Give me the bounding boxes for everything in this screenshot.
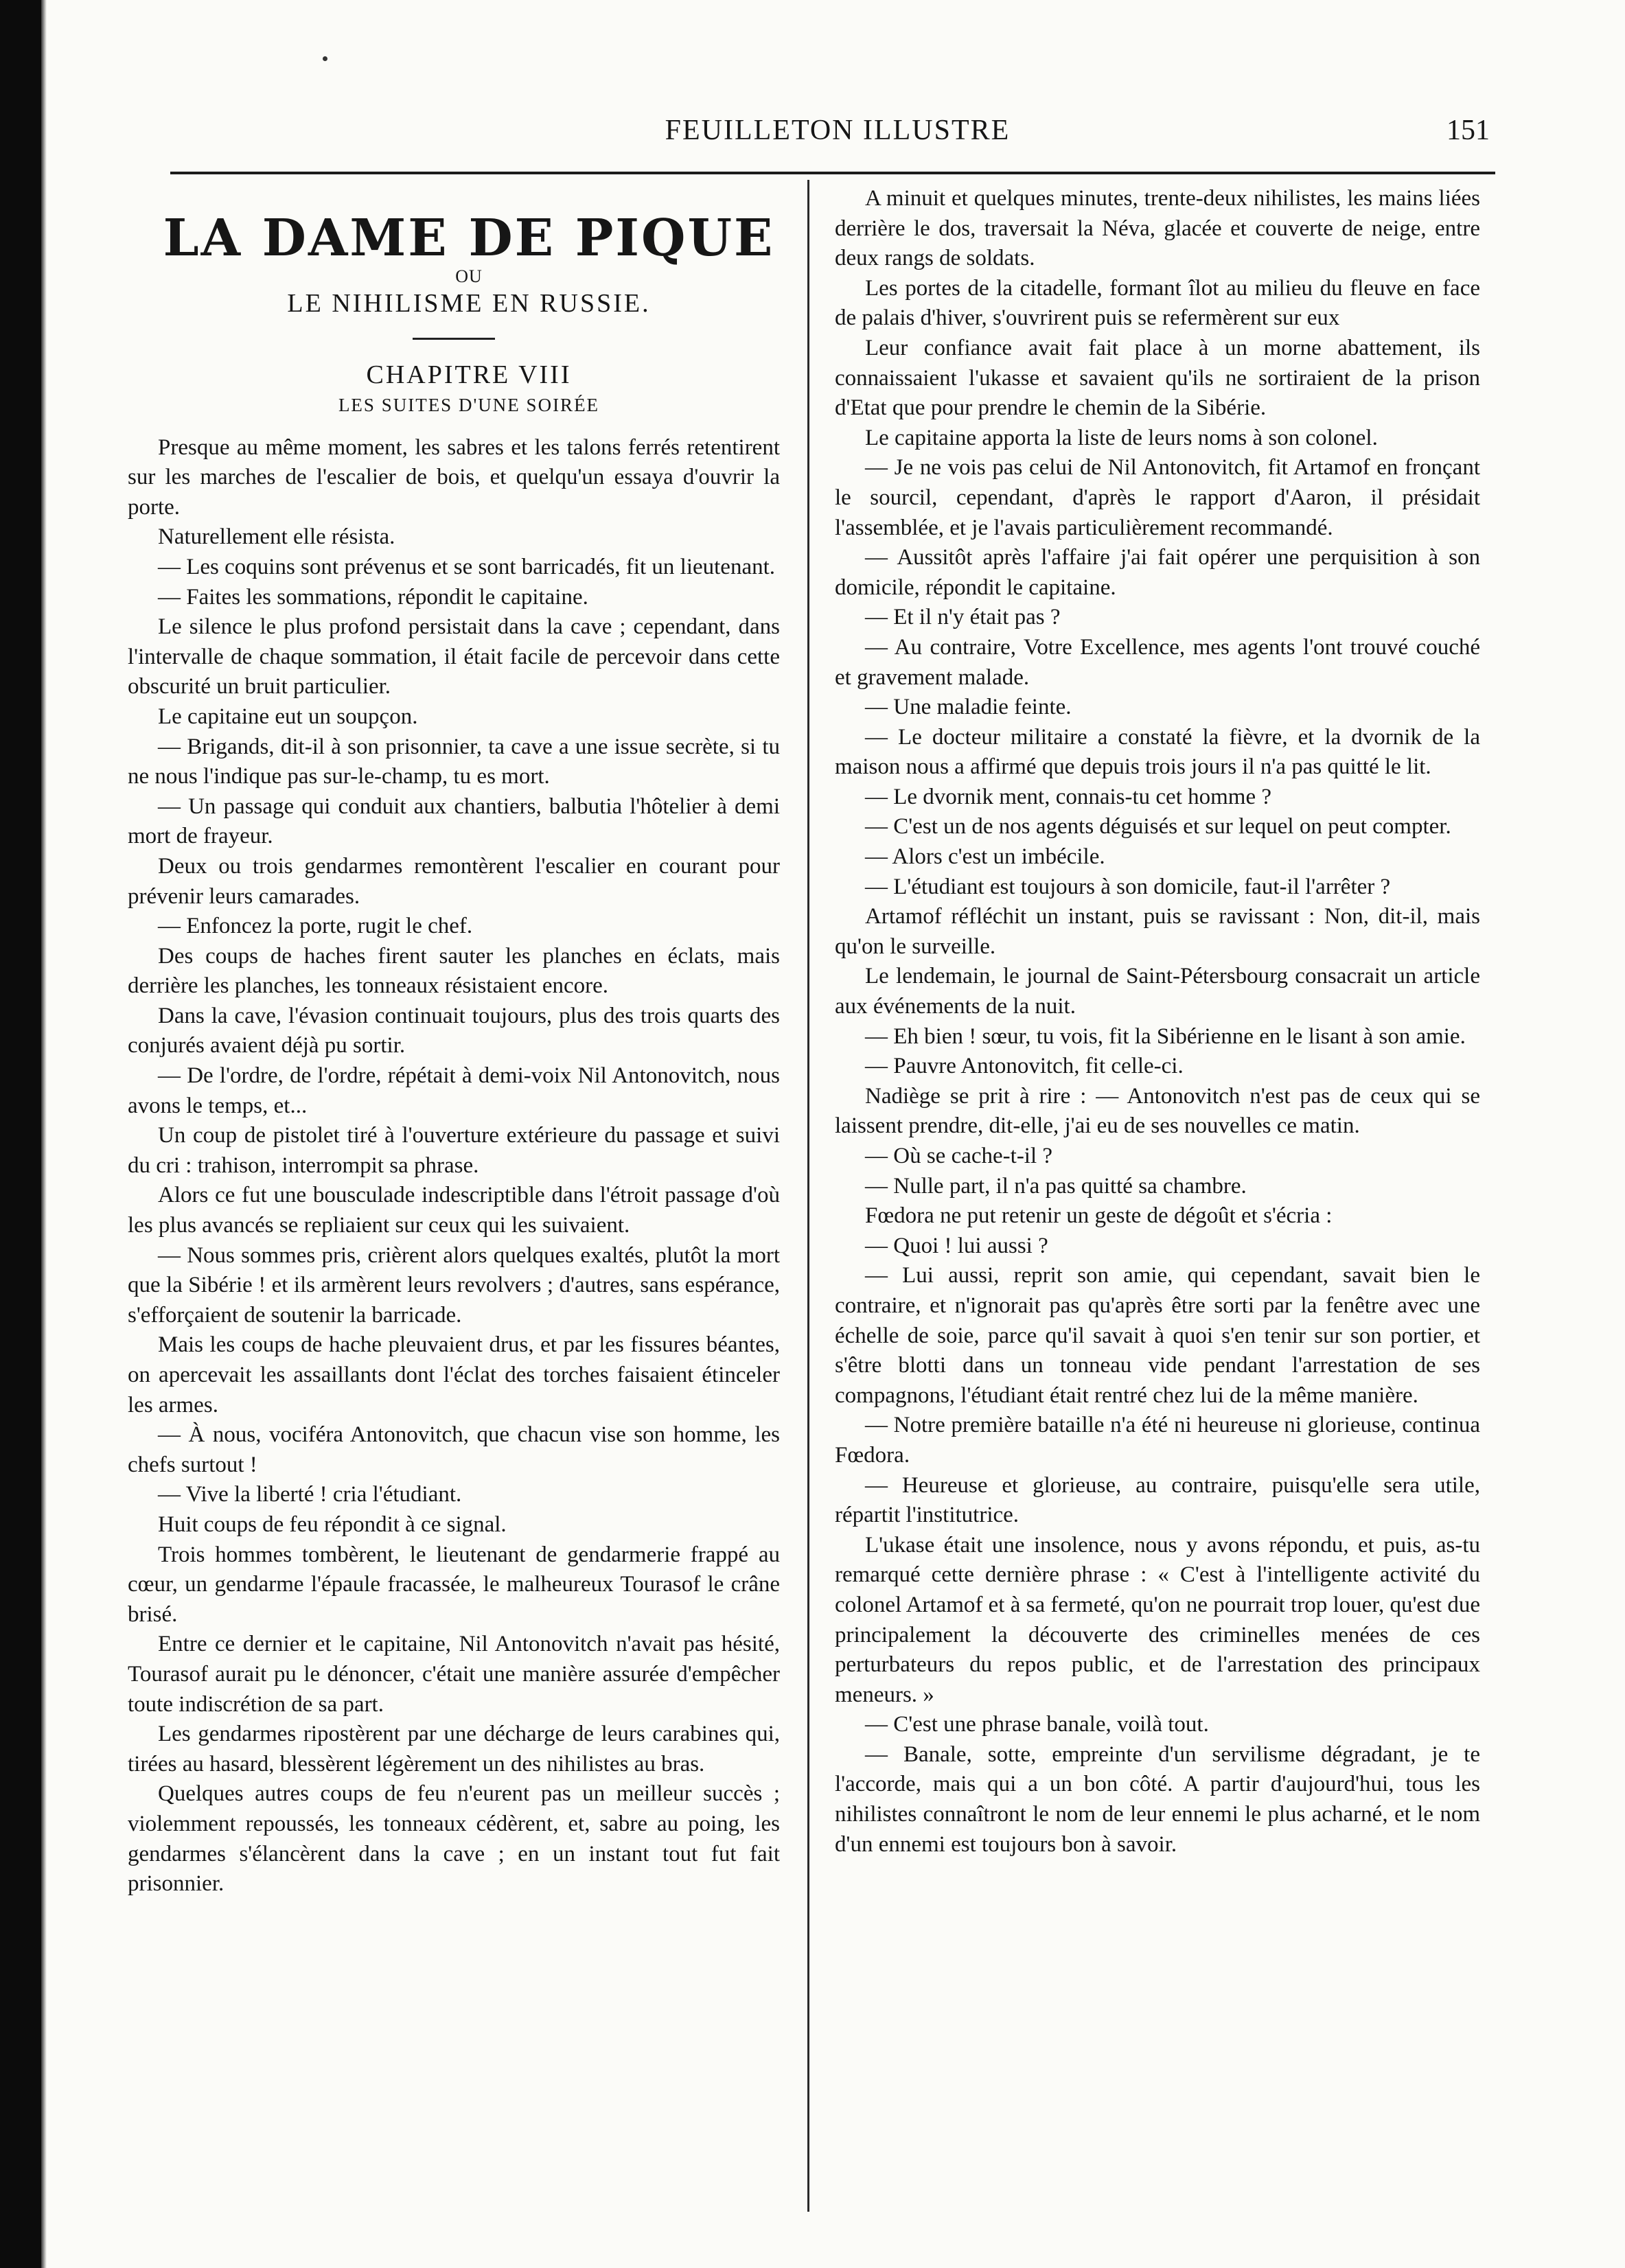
paragraph: Le silence le plus profond persistait dans la cave ; cependant, dans l'intervalle de chaque sommation, il était facile de percevoir dans cette obscurité un bruit particulier. <box>128 614 780 699</box>
paragraph: — Aussitôt après l'affaire j'ai fait opérer une perquisition à son domicile, répondit le capitaine. <box>835 545 1480 600</box>
paragraph: Presque au même moment, les sabres et les talons ferrés retentirent sur les marches de l'escalier de bois, et quelqu'un essaya d'ouvrir la porte. <box>128 435 780 520</box>
paragraph: — Au contraire, Votre Excellence, mes agents l'ont trouvé couché et gravement malade. <box>835 634 1480 690</box>
paragraph: A minuit et quelques minutes, trente-deux nihilistes, les mains liées derrière le dos, traversait la Néva, glacée et couverte de neige, entre deux rangs de soldats. <box>835 186 1480 271</box>
paragraph: Fœdora ne put retenir un geste de dégoût et s'écria : <box>865 1203 1333 1229</box>
paragraph: — Les coquins sont prévenus et se sont barricadés, fit un lieutenant. <box>158 554 776 579</box>
paragraph: Entre ce dernier et le capitaine, Nil Antonovitch n'avait pas hésité, Tourasof aurait pu le dénoncer, c'était une manière assurée d'empêcher toute indiscrétion de sa part. <box>128 1632 780 1717</box>
title-rule <box>413 338 495 340</box>
paragraph: — Le docteur militaire a constaté la fièvre, et la dvornik de la maison nous a affirmé que depuis trois jours il n'a pas quitté le lit. <box>835 724 1480 780</box>
paragraph: — Brigands, dit-il à son prisonnier, ta cave a une issue secrète, si tu ne nous l'indique pas sur-le-champ, tu es mort. <box>128 734 780 789</box>
header-rule <box>170 172 1495 174</box>
left-column-body <box>128 433 780 1899</box>
paragraph: Naturellement elle résista. <box>158 524 395 550</box>
paragraph: — C'est un de nos agents déguisés et sur lequel on peut compter. <box>865 814 1451 840</box>
paragraph: Le capitaine eut un soupçon. <box>158 704 418 729</box>
column-divider <box>807 180 809 2212</box>
paragraph: — De l'ordre, de l'ordre, répétait à demi-voix Nil Antonovitch, nous avons le temps, et... <box>128 1063 780 1118</box>
page-header <box>185 108 1490 157</box>
paragraph: — Un passage qui conduit aux chantiers, balbutia l'hôtelier à demi mort de frayeur. <box>128 794 780 849</box>
paragraph: — Je ne vois pas celui de Nil Antonovitch, fit Artamof en fronçant le sourcil, cependant, d'après le rapport d'Aaron, il présidait l'assemblée, et je l'avais particulièrement recommandé. <box>835 455 1480 540</box>
paragraph: — Faites les sommations, répondit le capitaine. <box>158 584 588 610</box>
paragraph: — À nous, vociféra Antonovitch, que chacun vise son homme, les chefs surtout ! <box>128 1422 780 1477</box>
paragraph: — Enfoncez la porte, rugit le chef. <box>158 914 473 939</box>
paragraph: — Le dvornik ment, connais-tu cet homme ? <box>865 784 1272 809</box>
paragraph: — Nous sommes pris, crièrent alors quelques exaltés, plutôt la mort que la Sibérie ! et ils armèrent leurs revolvers ; d'autres, sans espérance, s'efforçaient de soutenir la barricade. <box>128 1242 780 1328</box>
paragraph: — Banale, sotte, empreinte d'un servilisme dégradant, je te l'accorde, mais qui a un bon côté. A partir d'aujourd'hui, tous les nihilistes connaîtront le nom de leur ennemi le plus acharné, et le nom d'un ennemi est toujours bon à savoir. <box>835 1741 1480 1857</box>
paragraph: Dans la cave, l'évasion continuait toujours, plus des trois quarts des conjurés avaient déjà pu sortir. <box>128 1003 780 1058</box>
paragraph: Deux ou trois gendarmes remontèrent l'escalier en courant pour prévenir leurs camarades. <box>128 853 780 909</box>
paragraph: — Vive la liberté ! cria l'étudiant. <box>158 1482 462 1507</box>
paragraph: — Nulle part, il n'a pas quitté sa chambre. <box>865 1173 1247 1199</box>
paragraph: Huit coups de feu répondit à ce signal. <box>158 1512 507 1537</box>
paragraph: Un coup de pistolet tiré à l'ouverture extérieure du passage et suivi du cri : trahison, interrompit sa phrase. <box>128 1123 780 1178</box>
right-column-body <box>835 184 1480 1860</box>
right-column <box>835 184 1480 1860</box>
paragraph: — Lui aussi, reprit son amie, qui cependant, savait bien le contraire, et n'ignorait pas qu'après être sorti par la fenêtre avec une échelle de soie, parce qu'il savait à quoi s'en tenir sur son portier, et s'être blotti dans un tonneau vide pendant l'arrestation de ses compagnons, l'étudiant était rentré chez lui de la même manière. <box>835 1263 1480 1408</box>
ink-speck <box>323 56 327 61</box>
paragraph: — Heureuse et glorieuse, au contraire, puisqu'elle sera utile, répartit l'institutrice. <box>835 1472 1480 1528</box>
paragraph: — Eh bien ! sœur, tu vois, fit la Sibérienne en le lisant à son amie. <box>865 1023 1466 1049</box>
paragraph: Mais les coups de hache pleuvaient drus, et par les fissures béantes, on apercevait les assaillants dont l'éclat des torches faisaient étinceler les armes. <box>128 1332 780 1418</box>
running-title: FEUILLETON ILLUSTRE <box>665 115 1011 146</box>
chapter-subtitle: LES SUITES D'UNE SOIRÉE <box>338 395 600 415</box>
article-title: LA DAME DE PIQUE <box>163 209 775 268</box>
paragraph: — Quoi ! lui aussi ? <box>865 1233 1048 1258</box>
paragraph: L'ukase était une insolence, nous y avons répondu, et puis, as-tu remarqué cette dernière phrase : « C'est à l'intelligente activité du colonel Artamof et à sa fermeté, qu'on ne pourrait trop louer, qu'est due principalement la découverte des criminelles menées de ces perturbateurs du repos public, et de l'arrestation des principaux meneurs. » <box>835 1532 1480 1707</box>
chapter-heading: CHAPITRE VIII <box>366 360 572 389</box>
paragraph: Leur confiance avait fait place à un morne abattement, ils connaissaient l'ukasse et savaient qu'ils ne sortiraient de la prison d'Etat que pour prendre le chemin de la Sibérie. <box>835 335 1480 421</box>
paragraph: Quelques autres coups de feu n'eurent pas un meilleur succès ; violemment repoussés, les tonneaux cédèrent, et, sabre au poing, les gendarmes s'élancèrent dans la cave ; en un instant tout fut fait prisonnier. <box>128 1781 780 1897</box>
paragraph: Les gendarmes ripostèrent par une décharge de leurs carabines qui, tirées au hasard, blessèrent légèrement un des nihilistes au bras. <box>128 1722 780 1777</box>
paragraph: Nadiège se prit à rire : — Antonovitch n'est pas de ceux qui se laissent prendre, dit-elle, j'ai eu de ses nouvelles ce matin. <box>835 1083 1480 1139</box>
paragraph: Les portes de la citadelle, formant îlot au milieu du fleuve en face de palais d'hiver, s'ouvrirent puis se refermèrent sur eux <box>835 275 1480 331</box>
paragraph: — L'étudiant est toujours à son domicile, faut-il l'arrêter ? <box>865 874 1391 899</box>
paragraph: — Où se cache-t-il ? <box>865 1144 1053 1168</box>
paragraph: Artamof réfléchit un instant, puis se ravissant : Non, dit-il, mais qu'on le surveille. <box>835 904 1480 959</box>
paragraph: — Et il n'y était pas ? <box>865 605 1061 630</box>
paragraph: — Alors c'est un imbécile. <box>865 844 1105 870</box>
paragraph: — Pauvre Antonovitch, fit celle-ci. <box>865 1054 1184 1079</box>
paragraph: Le lendemain, le journal de Saint-Pétersbourg consacrait un article aux événements de la nuit. <box>835 964 1480 1019</box>
title-block <box>128 210 780 421</box>
paragraph: Trois hommes tombèrent, le lieutenant de gendarmerie frappé au cœur, un gendarme l'épaule fracassée, le malheureux Tourasof le crâne brisé. <box>128 1542 780 1627</box>
paragraph: Le capitaine apporta la liste de leurs noms à son colonel. <box>865 425 1378 450</box>
paragraph: — Une maladie feinte. <box>865 695 1072 720</box>
paragraph: — Notre première bataille n'a été ni heureuse ni glorieuse, continua Fœdora. <box>835 1413 1480 1468</box>
paragraph: — C'est une phrase banale, voilà tout. <box>865 1712 1209 1737</box>
paragraph: Des coups de haches firent sauter les planches en éclats, mais derrière les planches, les tonneaux résistaient encore. <box>128 943 780 999</box>
article-subtitle: LE NIHILISME EN RUSSIE. <box>287 289 651 318</box>
scan-binding-shadow <box>41 0 47 2268</box>
title-conjunction: OU <box>455 266 483 286</box>
page-number: 151 <box>1447 115 1490 146</box>
left-column <box>128 184 780 1899</box>
scan-binding-edge <box>0 0 41 2268</box>
paragraph: Alors ce fut une bousculade indescriptible dans l'étroit passage d'où les plus avancés se repliaient sur ceux qui les suivaient. <box>128 1183 780 1238</box>
